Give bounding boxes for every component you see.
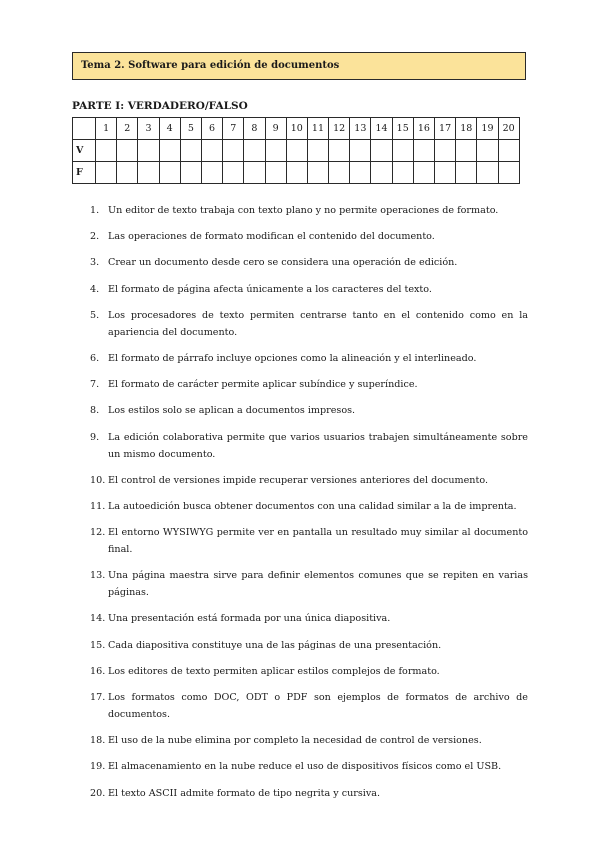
answer-row-f (73, 162, 520, 184)
header-number-cell: 10 (286, 118, 307, 140)
question-number: 4. (90, 283, 100, 295)
question-number: 15. (90, 639, 106, 651)
header-number-cell: 7 (223, 118, 244, 140)
question-number: 18. (90, 735, 106, 747)
question-text: Los estilos solo se aplican a documentos impresos. (108, 405, 356, 417)
answer-cell[interactable] (96, 162, 117, 184)
answer-cell[interactable] (138, 140, 159, 162)
question-item (90, 758, 528, 775)
answer-cell[interactable] (477, 140, 498, 162)
question-text: El formato de párrafo incluye opciones como la alineación y el interlineado. (108, 352, 477, 364)
header-number-cell: 11 (307, 118, 328, 140)
question-text: El uso de la nube elimina por completo la necesidad de control de versiones. (108, 735, 482, 747)
answer-cell[interactable] (201, 162, 222, 184)
question-number: 1. (90, 205, 100, 216)
answer-cell[interactable] (286, 140, 307, 162)
question-item (90, 689, 528, 723)
question-item (90, 472, 528, 489)
header-number-cell: 17 (435, 118, 456, 140)
answer-cell[interactable] (117, 162, 138, 184)
answer-cell[interactable] (498, 140, 519, 162)
question-text: La autoedición busca obtener documentos con una calidad similar a la de imprenta. (108, 500, 517, 512)
header-number-cell: 3 (138, 118, 159, 140)
answer-cell[interactable] (307, 162, 328, 184)
question-number: 14. (90, 613, 106, 625)
answer-cell[interactable] (244, 140, 265, 162)
answer-cell[interactable] (201, 140, 222, 162)
question-text: El entorno WYSIWYG permite ver en pantalla un resultado muy similar al documento final. (108, 527, 528, 556)
answer-cell[interactable] (244, 162, 265, 184)
question-number: 11. (90, 500, 106, 512)
question-item (90, 228, 528, 245)
header-corner-cell (73, 118, 96, 140)
question-number: 17. (90, 692, 106, 703)
question-item (90, 637, 528, 654)
question-text: El almacenamiento en la nube reduce el uso de dispositivos físicos como el USB. (108, 761, 502, 773)
question-number: 19. (90, 761, 106, 773)
answer-cell[interactable] (180, 140, 201, 162)
header-number-cell: 2 (117, 118, 138, 140)
question-number: 10. (90, 474, 106, 486)
header-number-cell: 14 (371, 118, 392, 140)
answer-cell[interactable] (159, 140, 180, 162)
question-item (90, 281, 528, 298)
answer-cell[interactable] (456, 162, 477, 184)
question-number: 3. (90, 257, 100, 269)
question-text: Una página maestra sirve para definir elementos comunes que se repiten en varias páginas. (108, 570, 528, 599)
header-number-cell: 20 (498, 118, 519, 140)
question-item (90, 732, 528, 749)
answer-cell[interactable] (223, 140, 244, 162)
question-number: 12. (90, 527, 106, 539)
question-text: El texto ASCII admite formato de tipo negrita y cursiva. (108, 787, 381, 799)
question-number: 7. (90, 379, 100, 391)
question-text: Un editor de texto trabaja con texto plano y no permite operaciones de formato. (108, 205, 499, 216)
question-text: Las operaciones de formato modifican el contenido del documento. (108, 231, 435, 243)
answer-cell[interactable] (307, 140, 328, 162)
answer-cell[interactable] (265, 162, 286, 184)
header-number-cell: 12 (329, 118, 350, 140)
topic-banner: Tema 2. Software para edición de documentos (72, 52, 526, 80)
question-item (90, 254, 528, 271)
answer-cell[interactable] (350, 162, 371, 184)
question-item (90, 567, 528, 601)
answer-cell[interactable] (435, 162, 456, 184)
answer-cell[interactable] (392, 162, 413, 184)
question-text: Los procesadores de texto permiten centrarse tanto en el contenido como en la apariencia del documento. (108, 309, 528, 338)
question-text: Cada diapositiva constituye una de las páginas de una presentación. (108, 639, 442, 651)
answer-cell[interactable] (223, 162, 244, 184)
answer-cell[interactable] (435, 140, 456, 162)
question-text: La edición colaborativa permite que varios usuarios trabajen simultáneamente sobre un mismo documento. (108, 431, 528, 460)
question-number: 9. (90, 431, 100, 443)
answer-cell[interactable] (329, 140, 350, 162)
answer-cell[interactable] (371, 162, 392, 184)
question-text: El formato de carácter permite aplicar subíndice y superíndice. (108, 379, 418, 391)
header-number-cell: 19 (477, 118, 498, 140)
row-label: F (73, 162, 96, 184)
header-number-cell: 5 (180, 118, 201, 140)
answer-cell[interactable] (392, 140, 413, 162)
header-number-cell: 16 (413, 118, 434, 140)
question-item (90, 402, 528, 419)
question-list (90, 202, 528, 811)
answer-cell[interactable] (413, 162, 434, 184)
question-number: 2. (90, 231, 100, 243)
question-text: El control de versiones impide recuperar versiones anteriores del documento. (108, 474, 489, 486)
question-number: 16. (90, 665, 106, 677)
answer-cell[interactable] (498, 162, 519, 184)
question-item (90, 376, 528, 393)
answer-cell[interactable] (350, 140, 371, 162)
question-item (90, 498, 528, 515)
answer-cell[interactable] (265, 140, 286, 162)
question-item (90, 663, 528, 680)
question-item (90, 202, 528, 219)
answer-cell[interactable] (180, 162, 201, 184)
answer-cell[interactable] (286, 162, 307, 184)
answer-cell[interactable] (371, 140, 392, 162)
row-label: V (73, 140, 96, 162)
header-number-cell: 6 (201, 118, 222, 140)
question-item (90, 307, 528, 341)
answer-cell[interactable] (159, 162, 180, 184)
header-number-cell: 1 (96, 118, 117, 140)
question-number: 6. (90, 352, 100, 364)
header-number-cell: 13 (350, 118, 371, 140)
question-number: 13. (90, 570, 106, 582)
section-title: PARTE I: VERDADERO/FALSO (72, 100, 248, 112)
question-number: 5. (90, 309, 100, 321)
answer-table (72, 117, 520, 184)
question-number: 20. (90, 787, 106, 799)
header-number-cell: 4 (159, 118, 180, 140)
question-item (90, 785, 528, 802)
answer-cell[interactable] (456, 140, 477, 162)
answer-cell[interactable] (413, 140, 434, 162)
question-text: Los editores de texto permiten aplicar estilos complejos de formato. (108, 665, 440, 677)
header-number-cell: 8 (244, 118, 265, 140)
answer-cell[interactable] (477, 162, 498, 184)
question-item (90, 429, 528, 463)
answer-cell[interactable] (138, 162, 159, 184)
header-number-cell: 15 (392, 118, 413, 140)
header-number-cell: 9 (265, 118, 286, 140)
question-number: 8. (90, 405, 100, 417)
answer-table-header (73, 118, 520, 140)
header-number-cell: 18 (456, 118, 477, 140)
question-item (90, 524, 528, 558)
question-item (90, 350, 528, 367)
answer-row-v (73, 140, 520, 162)
question-item (90, 610, 528, 627)
question-text: El formato de página afecta únicamente a los caracteres del texto. (108, 283, 432, 295)
question-text: Los formatos como DOC, ODT o PDF son ejemplos de formatos de archivo de documentos. (108, 692, 528, 720)
question-text: Una presentación está formada por una única diapositiva. (108, 613, 391, 625)
answer-cell[interactable] (117, 140, 138, 162)
answer-cell[interactable] (96, 140, 117, 162)
answer-cell[interactable] (329, 162, 350, 184)
question-text: Crear un documento desde cero se considera una operación de edición. (108, 257, 458, 269)
